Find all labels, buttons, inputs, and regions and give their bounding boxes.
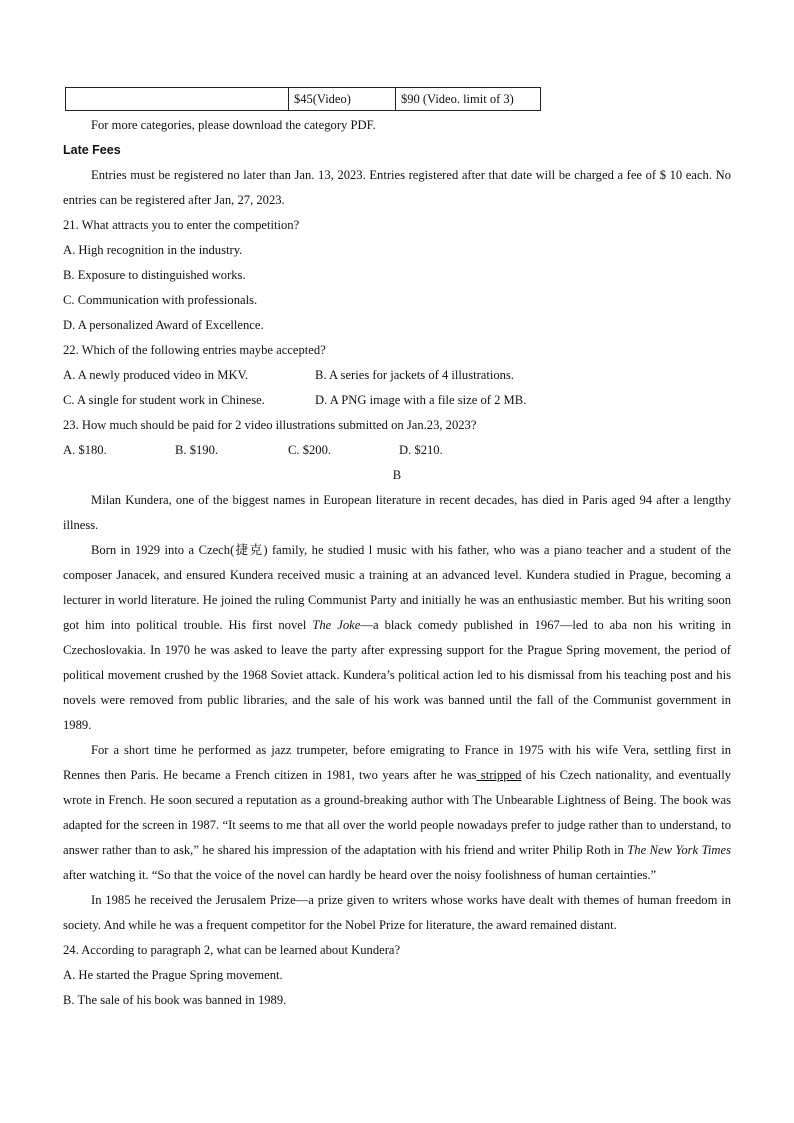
question-21: 21. What attracts you to enter the competition?: [63, 218, 300, 232]
question-22: 22. Which of the following entries maybe accepted?: [63, 343, 326, 357]
p3-text-3: after watching it. “So that the voice of the novel can hardly be heard over the noisy foolishness of human certainties.”: [63, 868, 657, 882]
late-fees-heading: Late Fees: [63, 143, 121, 157]
q24-option-a: A. He started the Prague Spring movement.: [63, 968, 283, 982]
q23-option-c: C. $200.: [288, 443, 332, 457]
table-cell-video-limit-fee: $90 (Video. limit of 3): [396, 88, 541, 111]
q21-option-a: A. High recognition in the industry.: [63, 243, 243, 257]
novel-title-the-joke: The Joke: [312, 618, 361, 632]
question-24: 24. According to paragraph 2, what can be learned about Kundera?: [63, 943, 401, 957]
fee-table: [65, 87, 541, 111]
q22-option-c: C. A single for student work in Chinese.: [63, 393, 265, 407]
table-row: [66, 88, 541, 111]
paragraph-2: [63, 538, 731, 738]
q22-options-row-2: [63, 388, 731, 413]
table-cell-empty: [66, 88, 289, 111]
paragraph-3: [63, 738, 731, 888]
section-b-heading: B: [392, 468, 402, 482]
p2-text-1: Born in 1929 into a Czech(捷克) family, he studied l music with his father, who was a piano teacher and a student of the composer Janacek, and ensured Kundera received music a training at an advanced level. Kundera studied in Prague, becoming a lecturer in world literature. He joined the ruling Communist Party and initially he was an enthusiastic member. But his writing soon got him into political trouble. His first novel: [63, 543, 731, 632]
q22-option-b: B. A series for jackets of 4 illustrations.: [315, 368, 515, 382]
newspaper-title: The New York Times: [627, 843, 731, 857]
question-23: 23. How much should be paid for 2 video illustrations submitted on Jan.23, 2023?: [63, 418, 477, 432]
q23-option-d: D. $210.: [399, 443, 443, 457]
q21-option-d: D. A personalized Award of Excellence.: [63, 318, 264, 332]
underlined-word-stripped: stripped: [476, 768, 522, 782]
q21-option-b: B. Exposure to distinguished works.: [63, 268, 246, 282]
q22-option-a: A. A newly produced video in MKV.: [63, 368, 249, 382]
q22-options-row-1: [63, 363, 731, 388]
paragraph-4: In 1985 he received the Jerusalem Prize—a prize given to writers whose works have dealt with themes of human freedom in society. And while he was a frequent competitor for the Nobel Prize for literature, the award remained distant.: [63, 893, 731, 932]
p3-text-2: of his Czech nationality, and eventually wrote in French. He soon secured a reputation as a ground-breaking author with The Unbearable Lightness of Being. The book was adapted for the screen in 1987. “It seems to me that all over the world people nowadays prefer to judge rather than to understand, to answer rather than to ask,” he shared his impression of the adaptation with his friend and writer Philip Roth in: [63, 768, 732, 857]
category-note: For more categories, please download the category PDF.: [91, 118, 376, 132]
q24-option-b: B. The sale of his book was banned in 1989.: [63, 993, 287, 1007]
p3-text-1: For a short time he performed as jazz trumpeter, before emigrating to France in 1975 with his wife Vera, settling first in Rennes then Paris. He became a French citizen in 1981, two years after he was: [63, 743, 731, 782]
q23-option-b: B. $190.: [175, 443, 219, 457]
p2-text-2: —a black comedy published in 1967—led to aba non his writing in Czechoslovakia. In 1970 he was asked to leave the party after expressing support for the Prague Spring movement, the period of political movement crushed by the 1968 Soviet attack. Kundera’s political action led to his dismissal from his teaching post and his novels were removed from public libraries, and the sale of his work was banned until the fall of the Communist government in 1989.: [63, 618, 732, 732]
table-cell-video-fee: $45(Video): [289, 88, 396, 111]
late-fees-paragraph: Entries must be registered no later than Jan. 13, 2023. Entries registered after that date will be charged a fee of $ 10 each. No entries can be registered after Jan, 27, 2023.: [63, 168, 731, 207]
q23-options: [63, 438, 731, 463]
q22-option-d: D. A PNG image with a file size of 2 MB.: [315, 393, 527, 407]
q21-option-c: C. Communication with professionals.: [63, 293, 258, 307]
document-page: [63, 87, 731, 1013]
paragraph-1: Milan Kundera, one of the biggest names in European literature in recent decades, has died in Paris aged 94 after a lengthy illness.: [63, 493, 731, 532]
q23-option-a: A. $180.: [63, 443, 107, 457]
